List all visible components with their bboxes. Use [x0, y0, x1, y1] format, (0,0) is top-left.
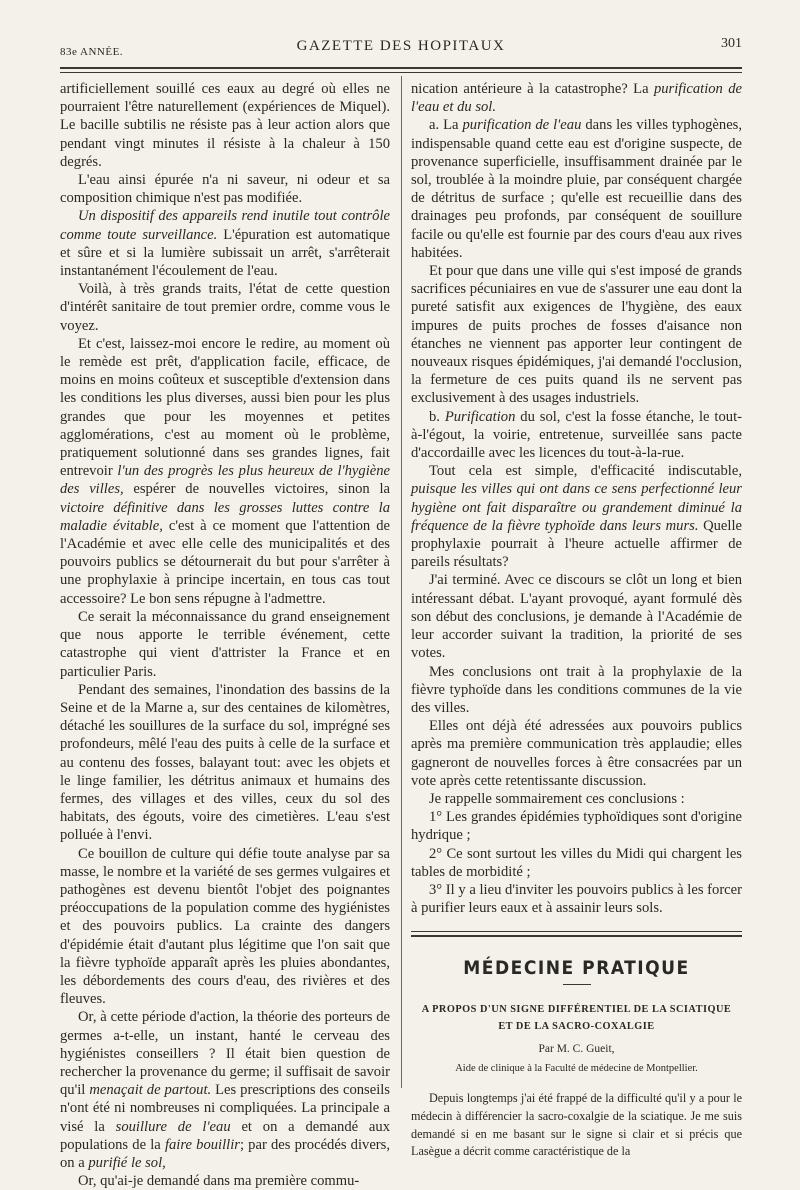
paragraph-text: Et c'est, laissez-moi encore le redire, au moment où le remède est prêt, d'application facile, efficace, de moins en moins coûteux et susceptible d'extension dans les conditions les plus diverses, aussi bien pour les plus grandes que pour les moyennes et petites agglomérations, c'est au moment où le problème, pratiquement solutionné dans ses grandes lignes, fait entrevoir	[60, 335, 390, 480]
conclusion-item: 3° Il y a lieu d'inviter les pouvoirs publics à les forcer à purifier leurs eaux et à assainir leurs sols.	[411, 881, 742, 917]
paragraph: Voilà, à très grands traits, l'état de cette question d'intérêt sanitaire de tout premier ordre, comme vous le voyez.	[60, 281, 390, 334]
paragraph: Et pour que dans une ville qui s'est imposé de grands sacrifices pécuniaires en vue de s'assurer une eau dont la pureté satisfit aux exigences de l'hygiène, des eaux impures de puits proches de fosses d'aisance non étanches ne viennent pas apporter leur contingent de nouveaux risques épidémiques, j'ai demandé l'occlusion, la fermeture de ces puits quand ils ne servent pas exclusivement à des usages industriels.	[411, 263, 742, 407]
italic-text: purification de l'eau	[462, 117, 582, 134]
italic-text: purification de l'eau et du sol.	[411, 81, 743, 116]
article-title	[411, 1001, 742, 1035]
italic-text: menaçait de partout.	[89, 1082, 212, 1099]
paragraph: J'ai terminé. Avec ce discours se clôt un long et bien intéressant débat. L'ayant provoqué, ayant formulé dès son début des conclusions, je demande à l'Académie de leur accorder suivant la tradition, la priorité de ses votes.	[411, 572, 742, 662]
conclusion-item: 2° Ce sont surtout les villes du Midi qui chargent les tables de morbidité ;	[411, 845, 742, 880]
paragraph	[411, 80, 742, 116]
paragraph-text: Quelle prophylaxie pourrait à l'heure actuelle affirmer de pareils résultats?	[411, 517, 742, 571]
article-title-line: A PROPOS D'UN SIGNE DIFFÉRENTIEL DE LA SCIATIQUE	[421, 1003, 732, 1015]
paragraph: Je rappelle sommairement ces conclusions :	[429, 790, 685, 807]
paragraph: L'eau ainsi épurée n'a ni saveur, ni odeur et sa composition chimique n'est pas modifiée.	[60, 172, 390, 207]
paragraph: Depuis longtemps j'ai été frappé de la difficulté qu'il y a pour le médecin à différencier la sacro-coxalgie de la sciatique. Je me suis demandé si en me basant sur le signe si clair et si précis que Lasègue a décrit comme caractéristique de la	[411, 1090, 742, 1159]
section-rule	[411, 931, 742, 932]
section-rule-thick	[411, 935, 742, 937]
publication-title: GAZETTE DES HOPITAUX	[296, 38, 506, 54]
paragraph: artificiellement souillé ces eaux au degré où elles ne pourraient l'être naturellement (expériences de Miquel). Le bacille subtilis ne résiste pas à leur action alors que pendant vingt minutes il résiste à la chaleur à 150 degrés.	[60, 81, 390, 170]
paragraph: Elles ont déjà été adressées aux pouvoirs publics après ma première communication très applaudie; elles gagneront de nouvelles forces à être consacrées par un vote après cette retentissante discussion.	[411, 718, 742, 789]
italic-text: faire bouillir	[164, 1136, 240, 1153]
left-column	[60, 80, 390, 1190]
paragraph-text: et on a demandé aux populations de la	[60, 1118, 391, 1153]
paragraph-text: du sol, c'est la fosse étanche, le tout-à-l'égout, la voirie, entretenue, surveillée sans pacte d'accordaille avec les licences du tout-à-la-rue.	[411, 408, 742, 462]
paragraph: Pendant des semaines, l'inondation des bassins de la Seine et de la Marne a, sur des centaines de kilomètres, détaché les souillures de la surface du sol, imprégné ses profondeurs, mêlé l'eau des puits à celle de la surface et au contenu des fosses, balayant tout: avec les objets et le linge familier, les détritus animaux et humains des fermes, des villages et des villes, ceux du sol des habitats, des égouts, voire des cimetières. L'eau s'est polluée à l'envi.	[60, 681, 390, 844]
conclusion-item: 1° Les grandes épidémies typhoïdiques sont d'origine hydrique ;	[411, 809, 742, 844]
paragraph-text: L'épuration est automatique et sûre et si la lumière subissait un arrêt, s'arrêterait instantanément l'écoulement de l'eau.	[60, 226, 391, 280]
paragraph	[411, 408, 742, 463]
paragraph	[60, 207, 390, 280]
paragraph-text: a. La	[429, 117, 463, 134]
paragraph	[411, 116, 742, 262]
header-rule-thin	[60, 72, 742, 73]
issue-year: 83e ANNÉE.	[60, 46, 124, 58]
paragraph-text: Tout cela est simple, d'efficacité indiscutable,	[429, 463, 742, 480]
italic-text: Un dispositif des appareils rend inutile tout contrôle comme toute surveillance.	[60, 208, 390, 243]
paragraph-text: c'est à ce moment que l'attention de l'Académie et avec elle celle des municipalités et des pouvoirs publics se détournerait du but pour s'arrêter à une prophylaxie à principe incertain, en tous cas tout accessoire? Le bon sens répugne à l'admettre.	[60, 517, 390, 607]
paragraph	[60, 1008, 390, 1172]
paragraph-text: Les prescriptions des conseils n'ont été ni nombreuses ni compliquées. La principale a visé la	[60, 1082, 390, 1135]
paragraph-text: ; par des procédés divers, on a	[60, 1136, 390, 1171]
italic-text: souillure de l'eau	[115, 1118, 231, 1135]
article-body	[411, 1090, 742, 1161]
header-rule	[60, 67, 742, 69]
page-number: 301	[721, 36, 742, 51]
paragraph: Ce serait la méconnaissance du grand enseignement que nous apporte le terrible événement, cette catastrophe qui vient d'attrister la France et en particulier Paris.	[60, 608, 390, 680]
article-title-line: ET DE LA SACRO-COXALGIE	[498, 1020, 655, 1032]
paragraph: Or, qu'ai-je demandé dans ma première commu-	[78, 1173, 360, 1190]
italic-text: l'un des progrès les plus heureux de l'hygiène des villes,	[60, 463, 391, 498]
paragraph	[60, 335, 390, 608]
paragraph: Ce bouillon de culture qui défie toute analyse par sa masse, le nombre et la variété de ses germes vulgaires et pathogènes est devenu bientôt l'objet des poignantes préoccupations de la population comme des hygiénistes et des pouvoirs publics. La crainte des dangers d'épidémie était d'autant plus légitime que l'on sait que la fièvre typhoïde apparaît après les pluies abondantes, les débordements des cours d'eau, des rivières et des fleuves.	[60, 845, 390, 1008]
column-divider	[401, 76, 402, 1088]
italic-text: Purification	[444, 408, 516, 425]
italic-text: puisque les villes qui ont dans ce sens perfectionné leur hygiène ont fait disparaître ou grandement diminué la fréquence de la fièvre typhoïde dans leurs murs.	[411, 481, 742, 534]
paragraph	[411, 462, 742, 571]
right-column	[411, 80, 742, 1161]
section-title: MÉDECINE PRATIQUE	[463, 957, 690, 980]
byline: Par M. C. Gueit,	[538, 1042, 615, 1055]
paragraph: Mes conclusions ont trait à la prophylaxie de la fièvre typhoïde dans les conditions communes de la vie des villes.	[411, 663, 742, 716]
paragraph-text: dans les villes typhogènes, indispensable quand cette eau est d'origine suspecte, de provenance superficielle, insuffisamment drainée par le sol, troublée à la moindre pluie, par conséquent chargée de détritus de surface ; qu'elle est recueillie dans des drainages peu profonds, par conséquent de souillure facile ou qu'elle est fournie par des cours d'eau aux rives habitées.	[411, 117, 743, 261]
paragraph-text: Or, à cette période d'action, la théorie des porteurs de germes a-t-elle, un instant, hanté le cerveau des hygiénistes conseillers ? Il était bien question de rechercher la provenance du germe; il suffisait de savoir qu'il	[60, 1009, 390, 1099]
italic-text: victoire définitive dans les grosses luttes contre la maladie évitable,	[60, 499, 390, 534]
paragraph-text: espérer de nouvelles victoires, sinon la	[123, 481, 390, 498]
paragraph-text: nication antérieure à la catastrophe? La	[411, 81, 654, 97]
paragraph-text: b.	[429, 408, 445, 425]
italic-text: purifié le sol,	[88, 1154, 166, 1171]
title-underline	[563, 984, 591, 985]
page-header	[60, 36, 742, 62]
author-affiliation: Aide de clinique à la Faculté de médecine de Montpellier.	[455, 1062, 698, 1074]
